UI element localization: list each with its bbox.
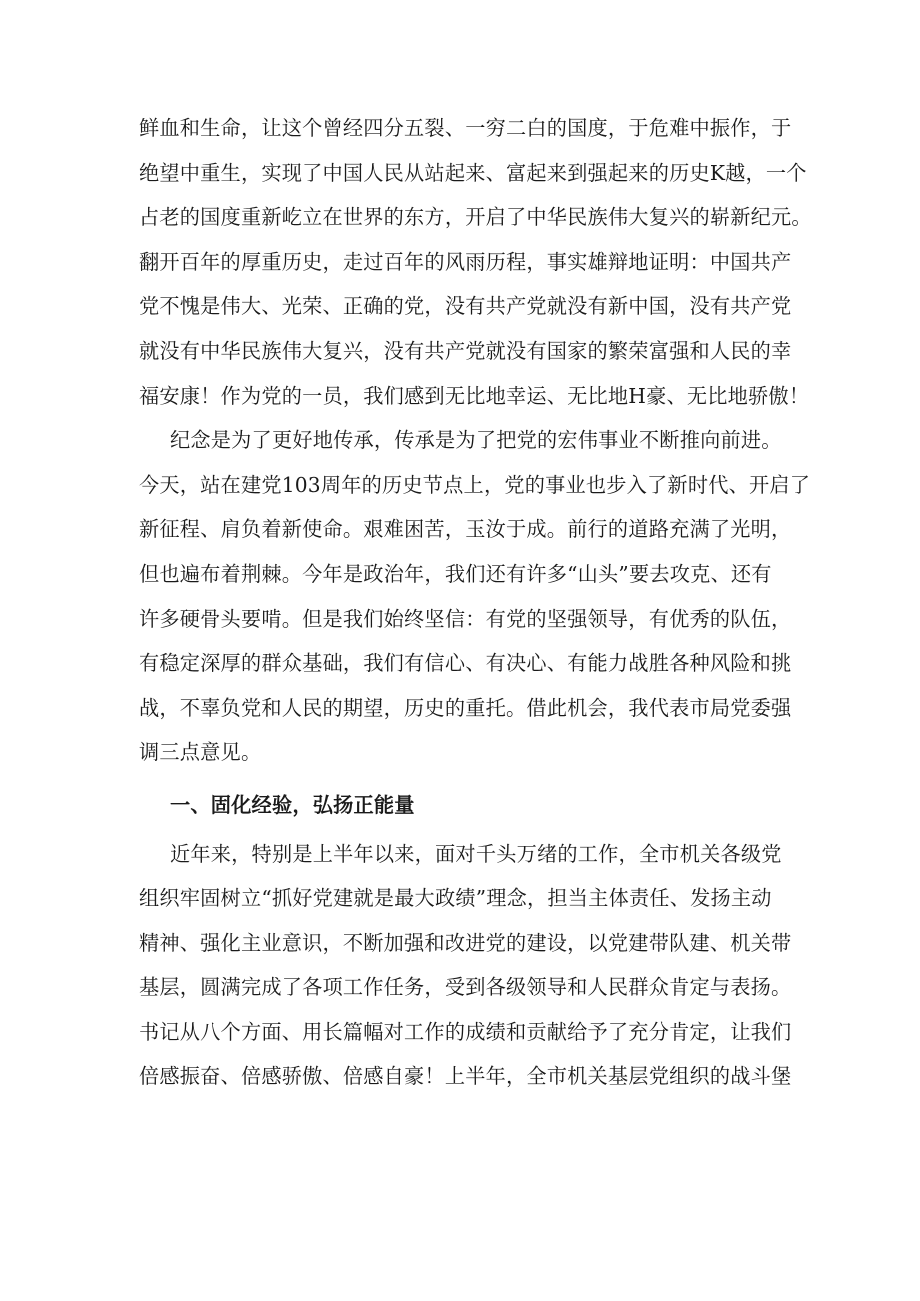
text-line: 党不愧是伟大、光荣、正确的党，没有共产党就没有新中国，没有共产党	[139, 294, 792, 319]
text-line: 占老的国度重新屹立在世界的东方，开启了中华民族伟大复兴的崭新纪元。	[139, 205, 812, 230]
text-line: 有稳定深厚的群众基础，我们有信心、有决心、有能力战胜各种风险和挑	[139, 651, 792, 676]
paragraph-3	[139, 832, 799, 1100]
text-line: 鲜血和生命，让这个曾经四分五裂、一穷二白的国度，于危难中振作，于	[139, 116, 792, 140]
document-page	[139, 106, 812, 1099]
section-heading: 一、固化经验，弘扬正能量	[170, 792, 415, 817]
text-line: 但也遍布着荆棘。今年是政治年，我们还有许多“山头”要去攻克、还有	[139, 561, 772, 586]
text-line: 今天，站在建党103周年的历史节点上，党的事业也步入了新时代、开启了	[139, 472, 811, 497]
text-line: 调三点意见。	[139, 740, 262, 765]
text-line: 基层，圆满完成了各项工作任务，受到各级领导和人民群众肯定与表扬。	[139, 975, 792, 1000]
text-line: 新征程、肩负着新使命。艰难困苦，玉汝于成。前行的道路充满了光明，	[139, 517, 792, 542]
text-line: 就没有中华民族伟大复兴，没有共产党就没有国家的繁荣富强和人民的幸	[139, 338, 792, 363]
paragraph-2	[139, 418, 811, 775]
text-line: 倍感振奋、倍感骄傲、倍感自豪！上半年，全市机关基层党组织的战斗堡	[139, 1064, 792, 1089]
text-line: 战，不辜负党和人民的期望，历史的重托。借此机会，我代表市局党委强	[139, 695, 792, 720]
text-line: 福安康！作为党的一员，我们感到无比地幸运、无比地H豪、无比地骄傲！	[139, 383, 810, 408]
text-line: 许多硬骨头要啃。但是我们始终坚信：有党的坚强领导，有优秀的队伍，	[139, 606, 792, 631]
text-line: 精神、强化主业意识，不断加强和改进党的建设，以党建带队建、机关带	[139, 930, 792, 955]
text-line: 组织牢固树立“抓好党建就是最大政绩”理念，担当主体责任、发扬主动	[139, 886, 772, 911]
text-line: 纪念是为了更好地传承，传承是为了把党的宏伟事业不断推向前进。	[170, 428, 782, 453]
text-line: 翻开百年的厚重历史，走过百年的风雨历程，事实雄辩地证明：中国共产	[139, 249, 792, 274]
text-line: 绝望中重生，实现了中国人民从站起来、富起来到强起来的历史K越，一个	[139, 160, 807, 185]
text-line: 近年来，特别是上半年以来，面对千头万绪的工作，全市机关各级党	[170, 841, 782, 866]
text-line: 书记从八个方面、用长篇幅对工作的成绩和贡献给予了充分肯定，让我们	[139, 1019, 792, 1044]
paragraph-1	[139, 106, 812, 418]
